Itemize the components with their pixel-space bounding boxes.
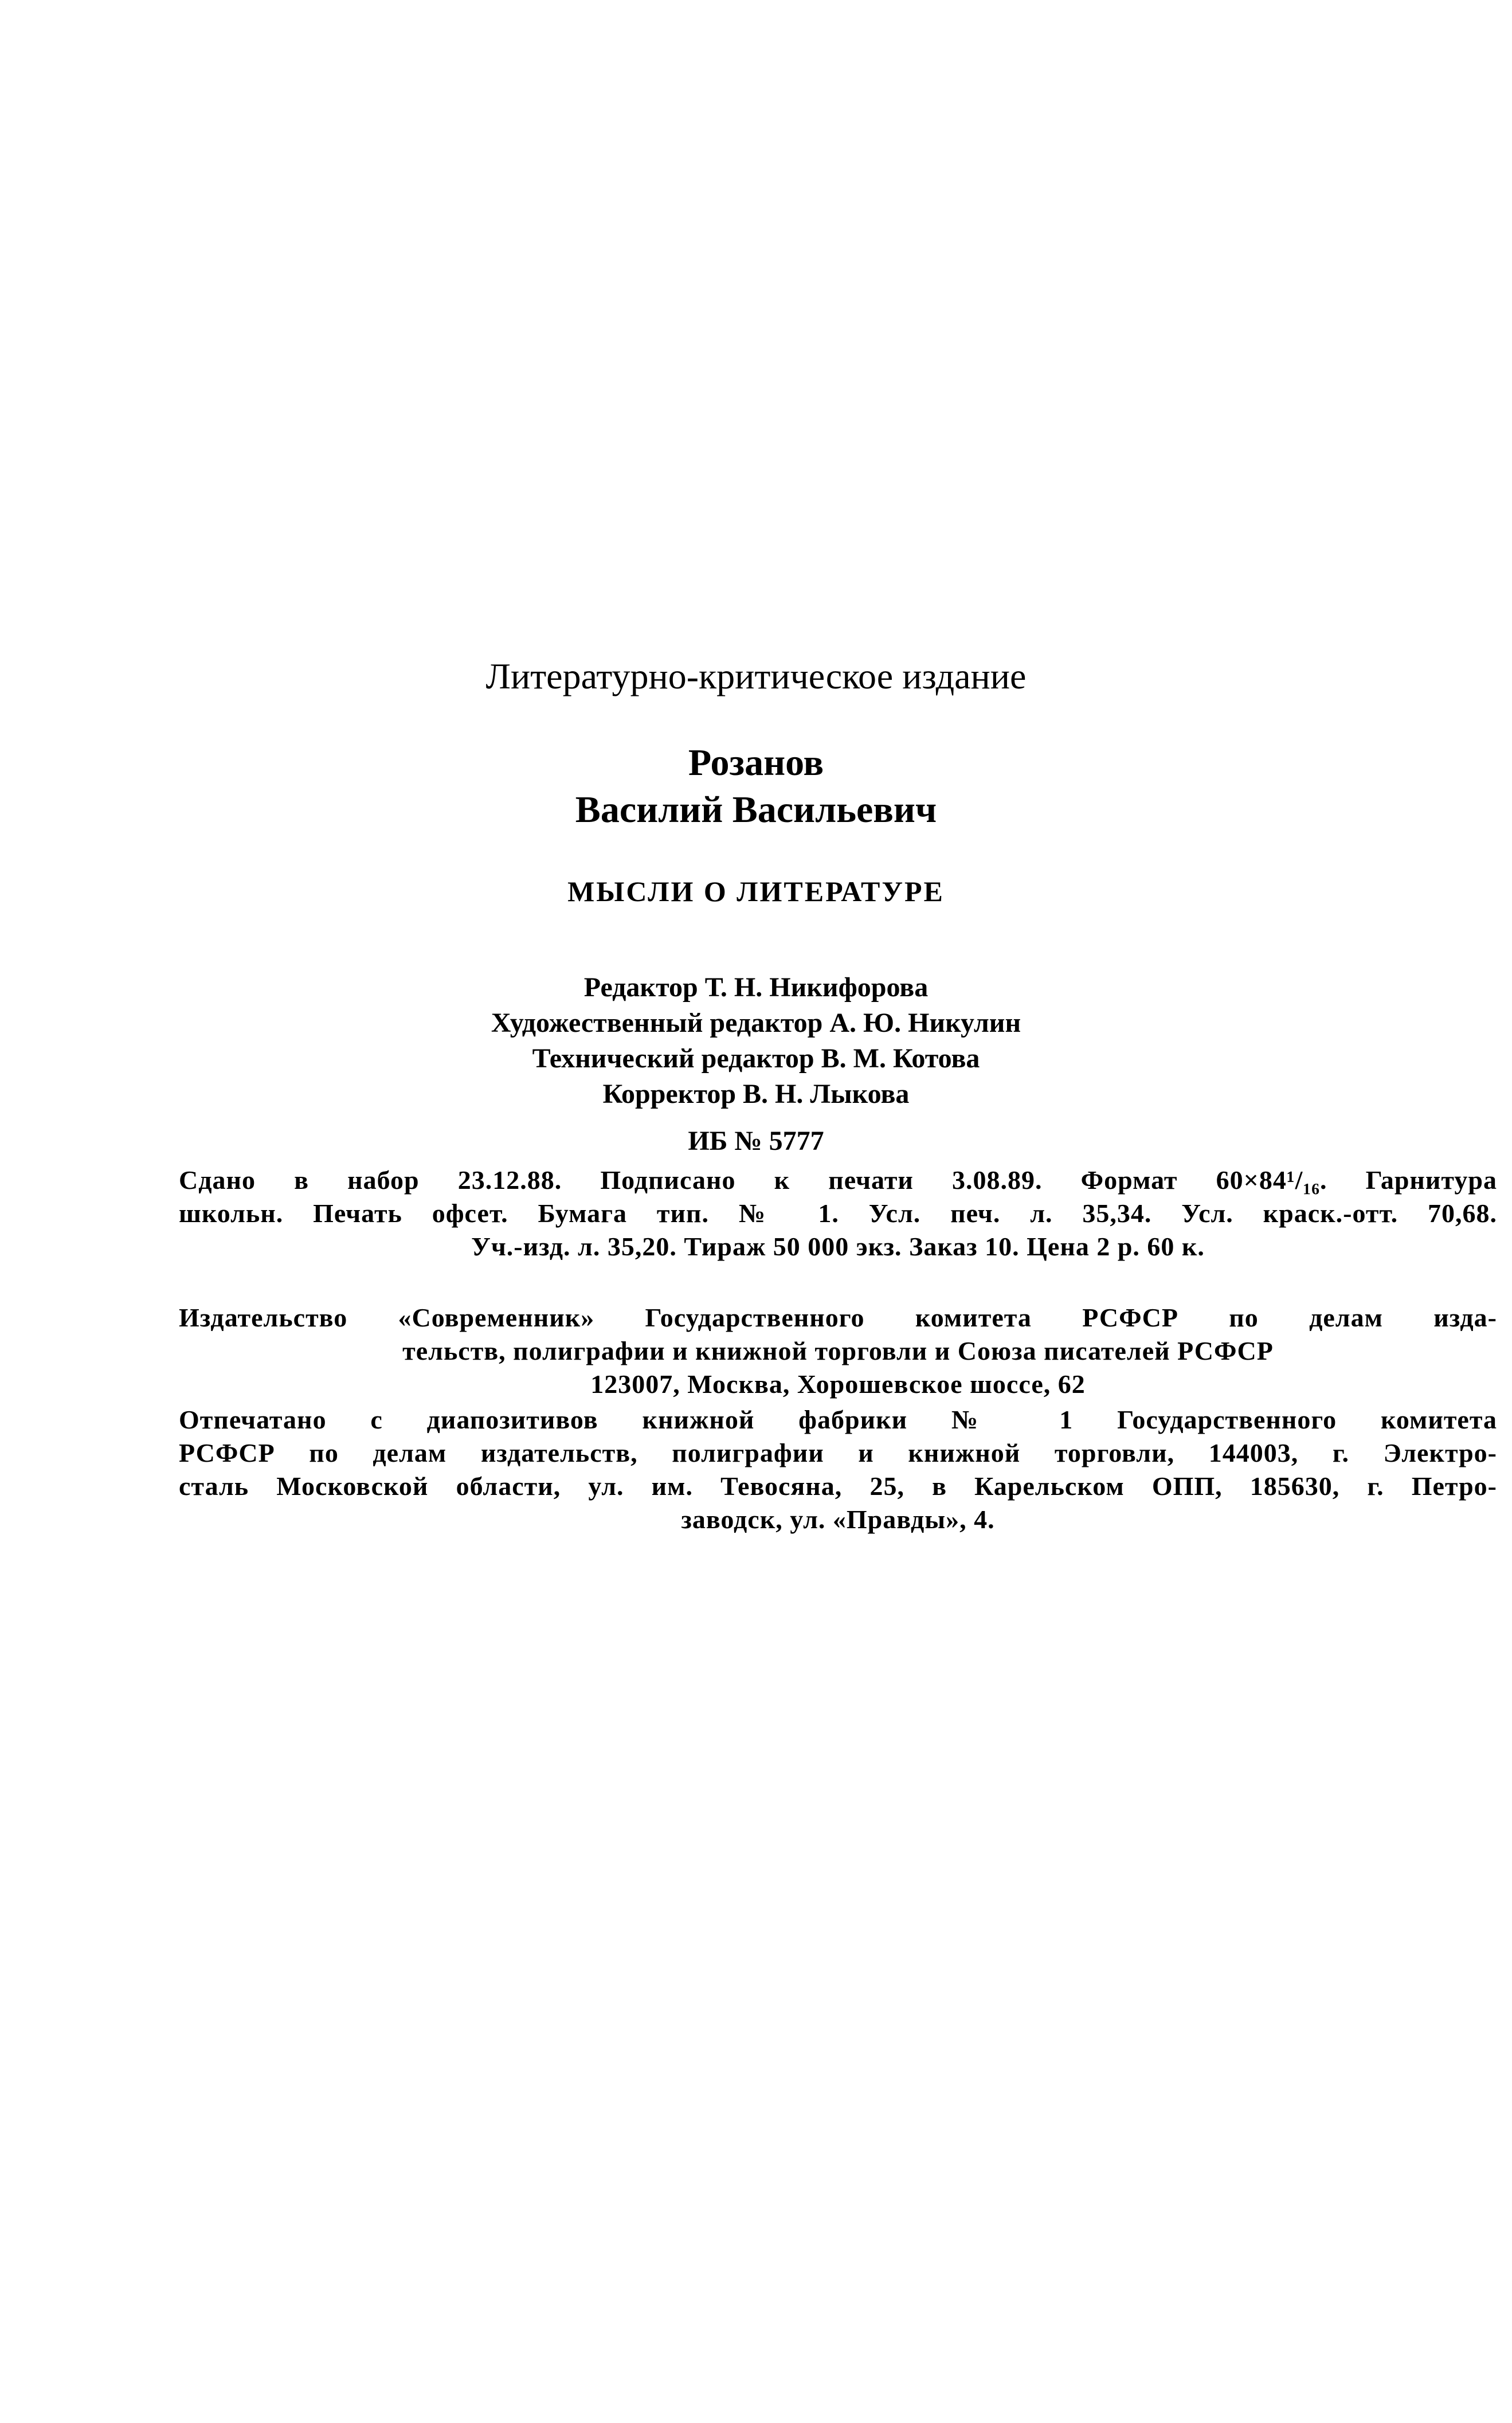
credits-block [0, 970, 1512, 1112]
genre-line [0, 653, 1512, 699]
author-surname: Розанов [688, 742, 824, 784]
printer-block [179, 1403, 1497, 1536]
ib-number-text: ИБ № 5777 [688, 1126, 824, 1156]
printer-line: заводск, ул. «Правды», 4. [681, 1505, 995, 1534]
book-title [0, 871, 1512, 911]
ib-number [0, 1124, 1512, 1159]
publisher-line: Издательство «Современник» Государственного комитета РСФСР по делам изда- [179, 1303, 1497, 1332]
credit-art-editor: Художественный редактор А. Ю. Никулин [491, 1008, 1021, 1038]
print-details-line: школьн. Печать офсет. Бумага тип. № 1. Усл. печ. л. 35,34. Усл. краск.-отт. 70,68. [179, 1199, 1497, 1228]
printer-line: сталь Московской области, ул. им. Тевосяна, 25, в Карельском ОПП, 185630, г. Петро- [179, 1471, 1497, 1501]
print-details-block [179, 1164, 1497, 1263]
genre-text: Литературно-критическое издание [485, 656, 1027, 696]
printer-line: РСФСР по делам издательств, полиграфии и книжной торговли, 144003, г. Электро- [179, 1438, 1497, 1467]
credit-editor: Редактор Т. Н. Никифорова [583, 972, 929, 1003]
author-block [0, 739, 1512, 833]
publisher-address: 123007, Москва, Хорошевское шоссе, 62 [590, 1369, 1086, 1399]
print-details-line: Сдано в набор 23.12.88. Подписано к печати 3.08.89. Формат 60×84¹/₁₆. Гарнитура [179, 1165, 1497, 1195]
publisher-block [179, 1301, 1497, 1401]
printer-line: Отпечатано с диапозитивов книжной фабрики № 1 Государственного комитета [179, 1405, 1497, 1434]
book-title-text: МЫСЛИ О ЛИТЕРАТУРЕ [567, 875, 945, 907]
publisher-line: тельств, полиграфии и книжной торговли и Союза писателей РСФСР [402, 1336, 1274, 1365]
author-given-names: Василий Васильевич [575, 789, 937, 831]
credit-proofreader: Корректор В. Н. Лыкова [602, 1079, 910, 1109]
credit-technical-editor: Технический редактор В. М. Котова [532, 1043, 980, 1074]
print-details-line: Уч.-изд. л. 35,20. Тираж 50 000 экз. Заказ 10. Цена 2 р. 60 к. [471, 1232, 1205, 1261]
